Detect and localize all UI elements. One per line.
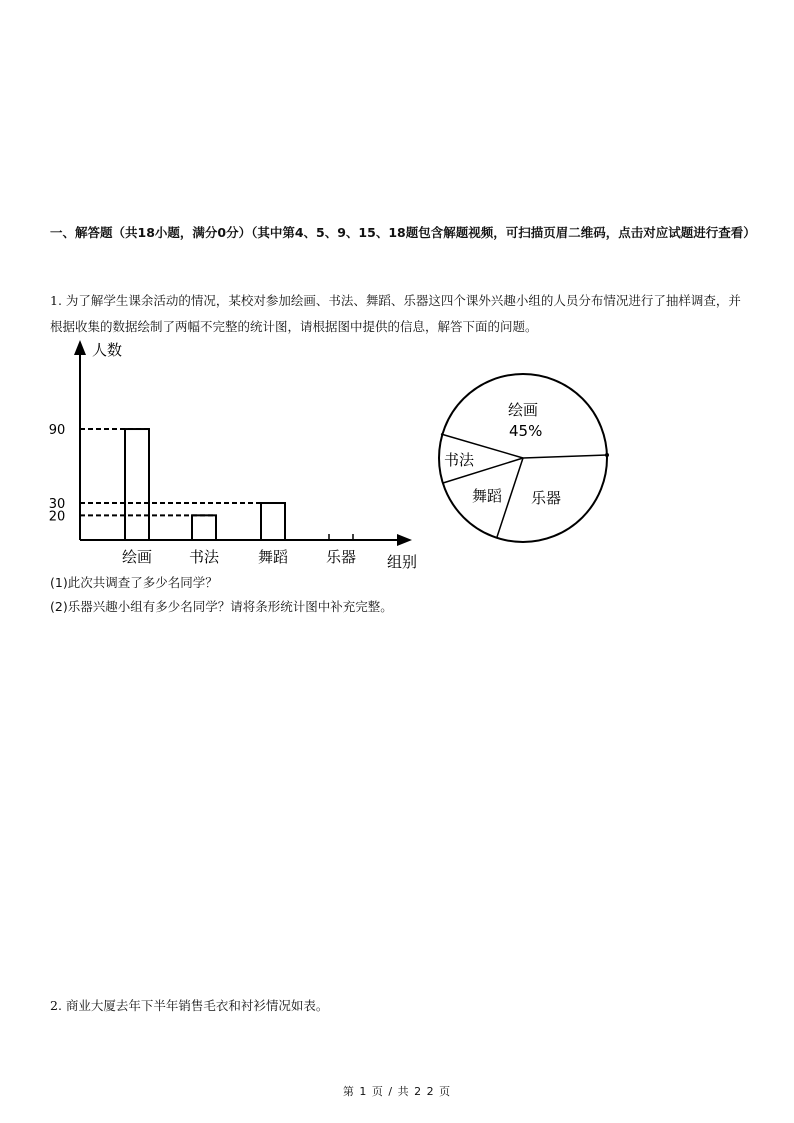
x-tick-label-绘画: 绘画 (121, 548, 153, 566)
page-footer: 第 1 页 / 共 2 2 页 (342, 1085, 452, 1098)
question-2-text: 商业大厦去年下半年销售毛衣和衬衫情况如表。 (65, 998, 329, 1013)
x-axis-arrow (397, 534, 412, 546)
section-title: 一、解答题（共18小题，满分0分）（其中第4、5、9、15、18题包含解题视频，可扫描页眉二维码，点击对应试题进行查看） (50, 225, 756, 240)
bar-绘画 (125, 429, 149, 540)
y-axis-title: 人数 (92, 341, 123, 359)
pie-label-dance: 舞蹈 (472, 487, 503, 505)
pie-percent-painting: 45% (509, 422, 543, 440)
question-2 (50, 993, 750, 1019)
bar-chart (40, 335, 430, 575)
question-1-sub-2: (2)乐器兴趣小组有多少名同学？请将条形统计图中补充完整。 (50, 599, 393, 614)
question-1 (50, 288, 750, 340)
y-axis-arrow (74, 340, 86, 355)
pie-chart (430, 365, 620, 555)
y-tick-label-30: 30 (48, 497, 66, 513)
x-tick-label-乐器: 乐器 (325, 548, 357, 566)
pie-divider-dot (605, 453, 609, 457)
bar-舞蹈 (261, 503, 285, 540)
question-2-number: 2. (50, 998, 62, 1013)
y-tick-label-90: 90 (48, 423, 66, 439)
y-tick-label-20: 20 (48, 509, 66, 525)
pie-label-instrument: 乐器 (531, 489, 562, 507)
pie-label-calligraphy: 书法 (444, 451, 475, 469)
x-axis-title: 组别 (387, 553, 418, 571)
question-1-text: 为了解学生课余活动的情况，某校对参加绘画、书法、舞蹈、乐器这四个课外兴趣小组的人员分布情况进行了抽样调查，并根据收集的数据绘制了两幅不完整的统计图，请根据图中提供的信息，解答下面的问题。 (50, 293, 741, 334)
pie-label-painting: 绘画 (508, 401, 539, 419)
bar-书法 (192, 515, 216, 540)
question-1-sub-1: (1)此次共调查了多少名同学？ (50, 575, 218, 590)
x-tick-label-书法: 书法 (188, 548, 220, 566)
question-1-number: 1. (50, 293, 62, 308)
x-tick-label-舞蹈: 舞蹈 (257, 548, 289, 566)
